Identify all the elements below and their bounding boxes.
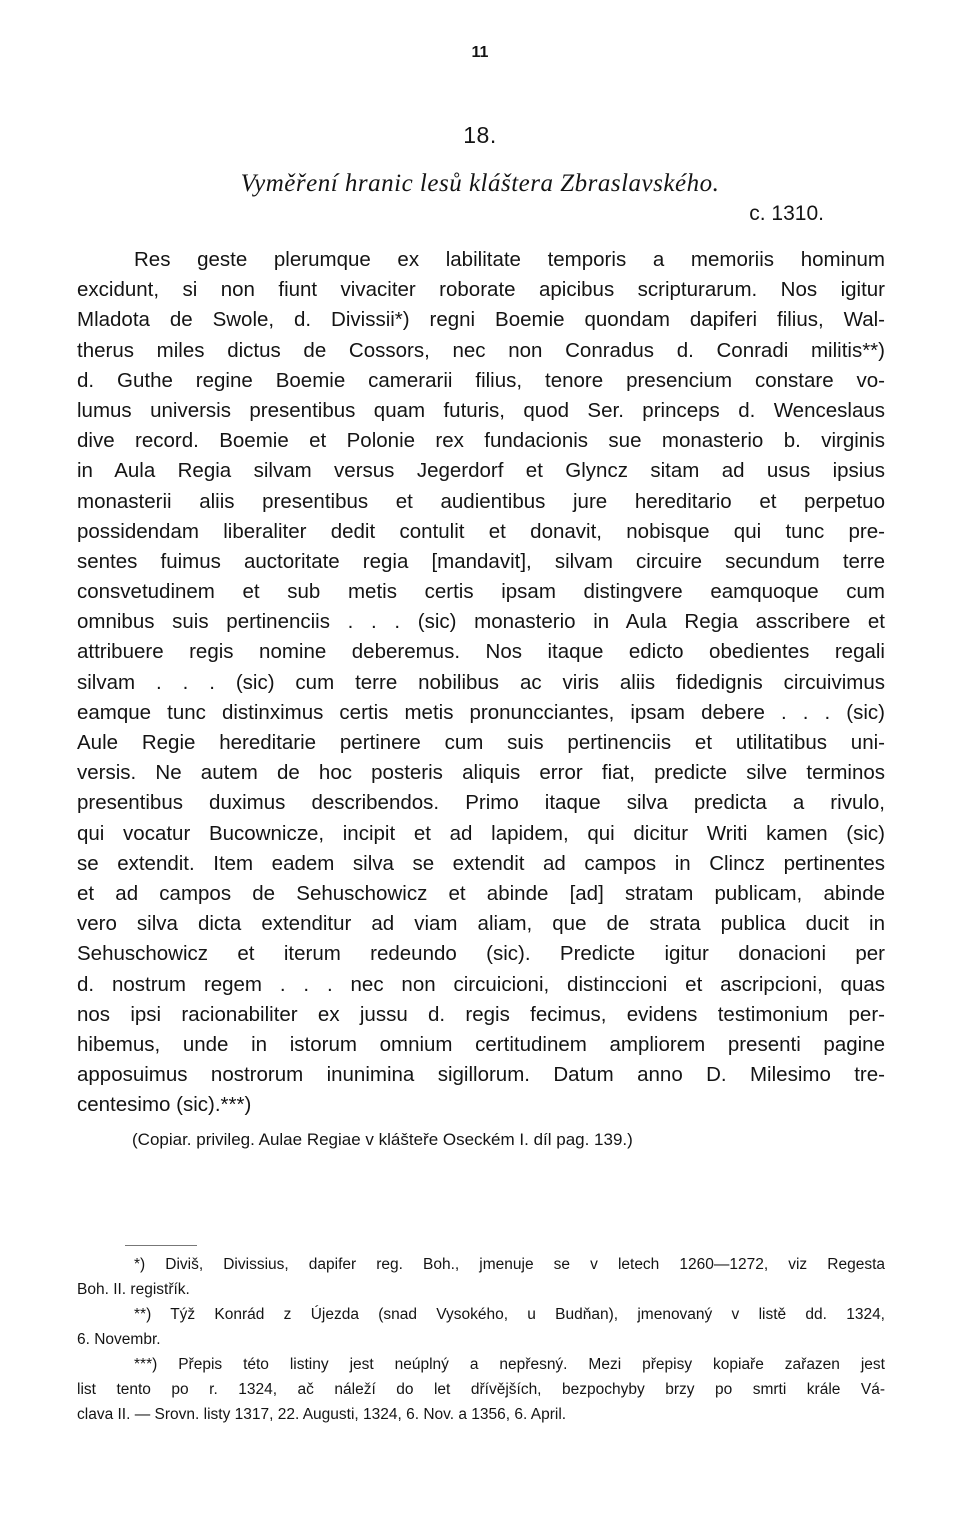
body-line: sentes fuimus auctoritate regia [mandavit], silvam circuire secundum terre — [77, 549, 885, 573]
footnote-line: *) Diviš, Divissius, dapifer reg. Boh., jmenuje se v letech 1260—1272, viz Regesta — [134, 1256, 885, 1273]
page-number: 11 — [471, 44, 489, 61]
footnote-line: **) Týž Konrád z Újezda (snad Vysokého, u Budňan), jmenovaný v listě dd. 1324, — [134, 1306, 885, 1323]
body-line: apposuimus nostrorum inunimina sigillorum. Datum anno D. Milesimo tre- — [77, 1063, 885, 1087]
body-line: et ad campos de Sehuschowicz et abinde [ad] stratam publicam, abinde — [77, 881, 885, 905]
body-line: qui vocatur Bucownicze, incipit et ad lapidem, qui dicitur Writi kamen (sic) — [77, 821, 885, 845]
footnote-line: clava II. — Srovn. listy 1317, 22. Augusti, 1324, 6. Nov. a 1356, 6. April. — [77, 1406, 567, 1423]
body-line: centesimo (sic).***) — [77, 1093, 252, 1117]
body-line: presentibus duximus describendos. Primo itaque silva predicta a rivulo, — [77, 791, 885, 815]
body-line: vero silva dicta extenditur ad viam aliam, que de strata publica ducit in — [77, 912, 885, 936]
footnote-divider — [125, 1245, 197, 1246]
body-line: excidunt, si non fiunt vivaciter roborate apicibus scripturarum. Nos igitur — [77, 278, 885, 302]
footnote-line: Boh. II. registřík. — [77, 1281, 190, 1298]
body-line: hibemus, unde in istorum omnium certitudinem ampliorem presenti pagine — [77, 1032, 885, 1056]
body-line: Aule Regie hereditarie pertinere cum suis pertinenciis et utilitatibus uni- — [77, 731, 885, 754]
footnotes — [77, 1252, 885, 1427]
document-body — [77, 245, 885, 1120]
source-citation: (Copiar. privileg. Aulae Regiae v klášteře Oseckém I. díl pag. 139.) — [132, 1130, 633, 1149]
document-date: c. 1310. — [749, 202, 824, 225]
body-line: lumus universis presentibus quam futuris, quod Ser. princeps d. Wenceslaus — [77, 398, 885, 422]
body-line: Res geste plerumque ex labilitate temporis a memoriis hominum — [134, 248, 885, 271]
body-line: eamque tunc distinximus certis metis pronuncciantes, ipsam debere . . . (sic) — [77, 700, 885, 724]
body-line: omnibus suis pertinenciis . . . (sic) monasterio in Aula Regia asscribere et — [77, 610, 885, 634]
footnote-line: list tento po r. 1324, ač náleží do let dřívějších, bezpochyby brzy po smrti krále Vá- — [77, 1381, 885, 1398]
body-line: consvetudinem et sub metis certis ipsam distingvere eamquoque cum — [77, 580, 885, 604]
body-line: attribuere regis nomine deberemus. Nos itaque edicto obedientes regali — [77, 640, 885, 664]
document-number: 18. — [463, 122, 497, 148]
footnote-line: ***) Přepis této listiny jest neúplný a nepřesný. Mezi přepisy kopiaře zařazen jest — [134, 1356, 885, 1373]
body-line: versis. Ne autem de hoc posteris aliquis error fiat, predicte silve terminos — [77, 761, 885, 785]
body-line: dive record. Boemie et Polonie rex fundacionis sue monasterio b. virginis — [77, 429, 885, 453]
body-line: in Aula Regia silvam versus Jegerdorf et Glyncz sitam ad usus ipsius — [77, 459, 885, 483]
document-title: Vyměření hranic lesů kláštera Zbraslavského. — [240, 170, 720, 197]
body-line: Sehuschowicz et iterum redeundo (sic). Predicte igitur donacioni per — [77, 942, 885, 966]
body-line: possidendam liberaliter dedit contulit et donavit, nobisque qui tunc pre- — [77, 519, 885, 543]
body-line: se extendit. Item eadem silva se extendit ad campos in Clincz pertinentes — [77, 851, 885, 875]
body-line: monasterii aliis presentibus et audientibus jure hereditario et perpetuo — [77, 489, 885, 513]
body-line: silvam . . . (sic) cum terre nobilibus ac viris aliis fidedignis circuivimus — [77, 670, 885, 694]
body-line: nos ipsi racionabiliter ex jussu d. regis fecimus, evidens testimonium per- — [77, 1002, 885, 1026]
footnote-line: 6. Novembr. — [77, 1331, 161, 1348]
body-line: Mladota de Swole, d. Divissii*) regni Boemie quondam dapiferi filius, Wal- — [77, 308, 885, 332]
body-line: d. nostrum regem . . . nec non circuicioni, distinccioni et ascripcioni, quas — [77, 972, 885, 996]
body-line: d. Guthe regine Boemie camerarii filius, tenore presencium constare vo- — [77, 368, 885, 392]
body-line: therus miles dictus de Cossors, nec non Conradus d. Conradi militis**) — [77, 338, 885, 362]
